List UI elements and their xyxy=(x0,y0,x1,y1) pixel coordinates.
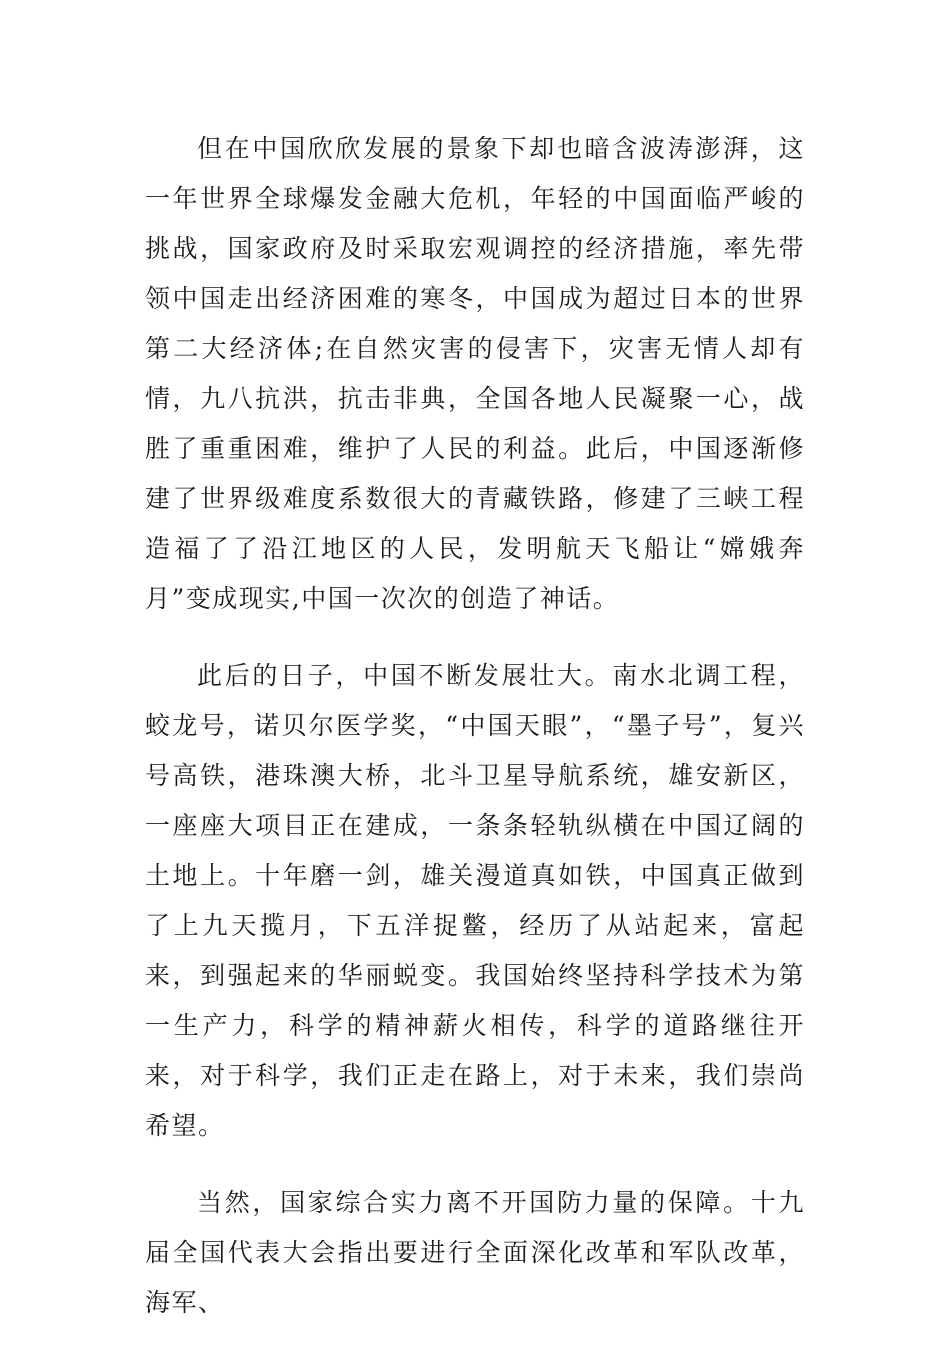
paragraph-1: 但在中国欣欣发展的景象下却也暗含波涛澎湃，这一年世界全球爆发金融大危机，年轻的中国面临严峻的挑战，国家政府及时采取宏观调控的经济措施，率先带领中国走出经济困难的寒冬，中国成为超过日本的世界第二大经济体;在自然灾害的侵害下，灾害无情人却有情，九八抗洪，抗击非典，全国各地人民凝聚一心，战胜了重重困难，维护了人民的利益。此后，中国逐渐修建了世界级难度系数很大的青藏铁路，修建了三峡工程造福了了沿江地区的人民，发明航天飞船让“嫦娥奔月”变成现实,中国一次次的创造了神话。 xyxy=(145,134,805,613)
paragraph-2: 此后的日子，中国不断发展壮大。南水北调工程，蛟龙号，诺贝尔医学奖，“中国天眼”，“墨子号”，复兴号高铁，港珠澳大桥，北斗卫星导航系统，雄安新区，一座座大项目正在建成，一条条轻轨纵横在中国辽阔的土地上。十年磨一剑，雄关漫道真如铁，中国真正做到了上九天揽月，下五洋捉鳖，经历了从站起来，富起来，到强起来的华丽蜕变。我国始终坚持科学技术为第一生产力，科学的精神薪火相传，科学的道路继往开来，对于科学，我们正走在路上，对于未来，我们崇尚希望。 xyxy=(145,661,806,1140)
paragraph-3: 当然，国家综合实力离不开国防力量的保障。十九届全国代表大会指出要进行全面深化改革和军队改革，海军、 xyxy=(145,1188,805,1317)
document-body xyxy=(145,124,805,1355)
